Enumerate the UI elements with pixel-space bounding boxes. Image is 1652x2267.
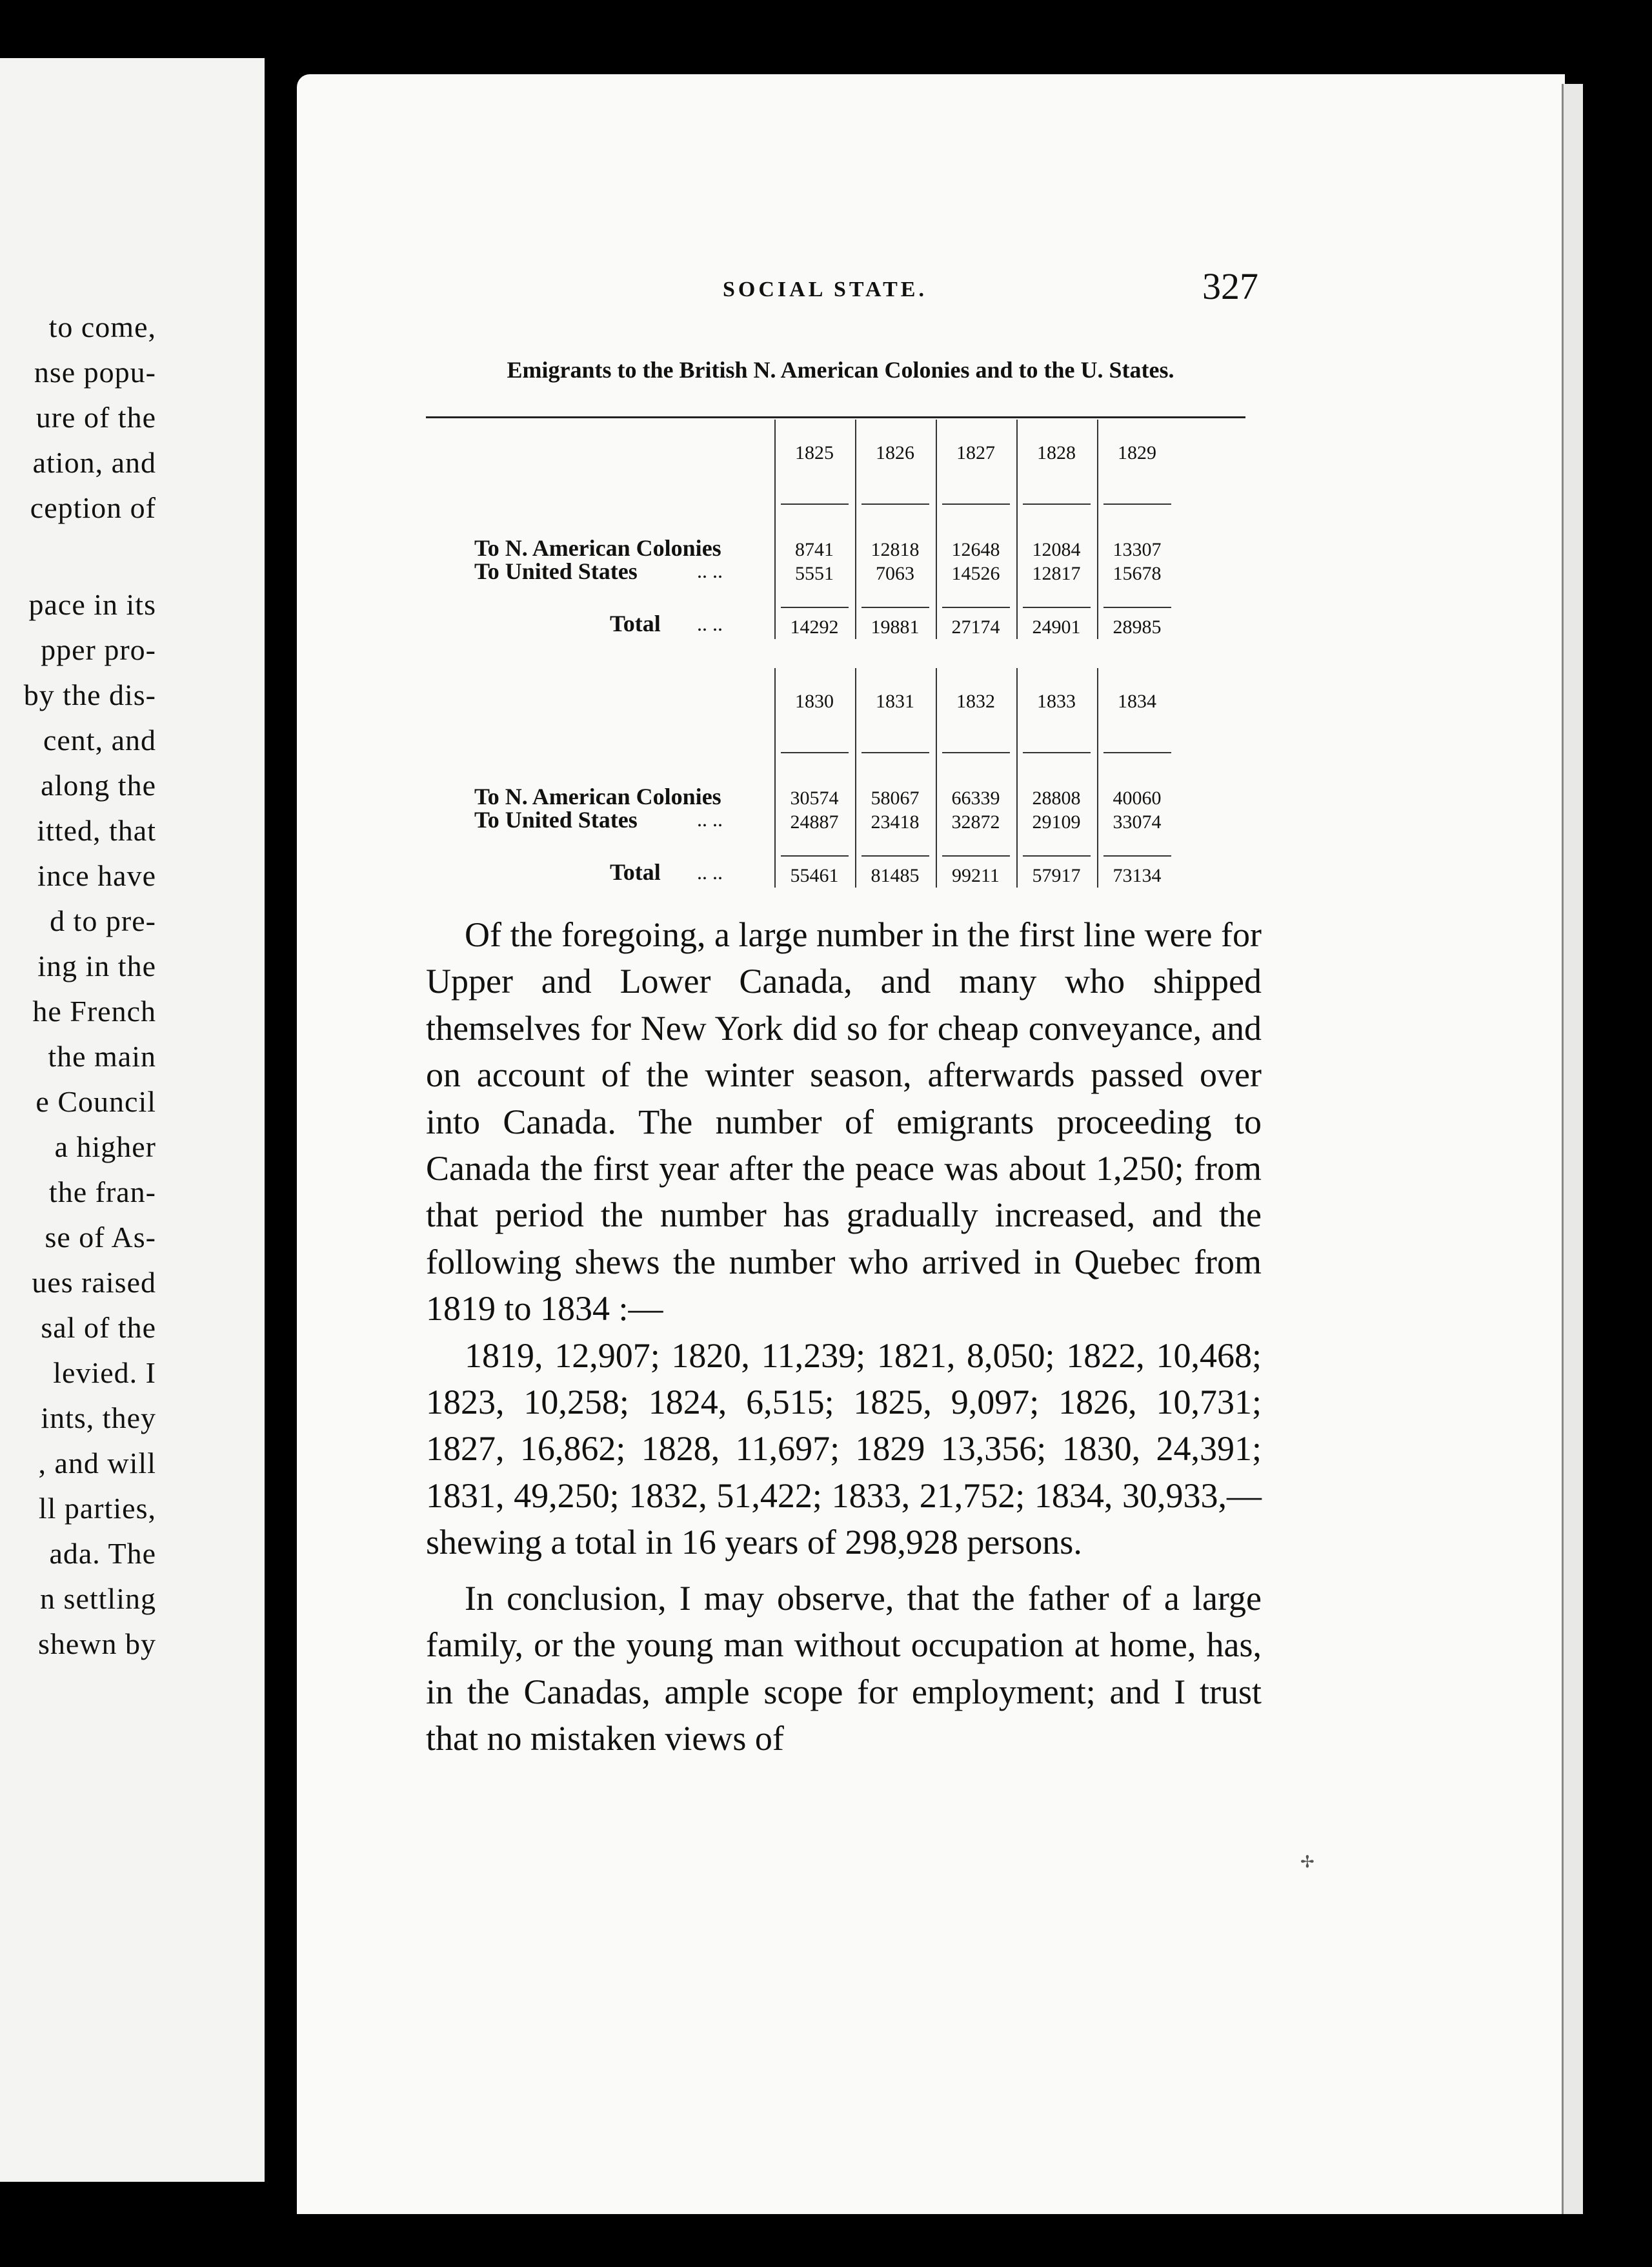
header-underline: [861, 503, 929, 505]
left-page-line: ing in the: [37, 950, 156, 982]
left-page-line: ure of the: [35, 401, 156, 434]
row-leader-dots: .. ..: [697, 808, 723, 831]
left-page-line: levied. I: [53, 1356, 156, 1389]
row-label-colonies: To N. American Colonies: [474, 535, 721, 561]
left-page-line: , and will: [38, 1447, 156, 1479]
left-page-line: ints, they: [41, 1401, 156, 1434]
book-gutter: [265, 0, 297, 2267]
left-page-line: along the: [41, 769, 156, 802]
left-page-line: the main: [48, 1040, 156, 1073]
left-page-line: the fran-: [48, 1175, 156, 1208]
total-cell: 81485: [871, 865, 920, 886]
total-rule: [942, 855, 1010, 857]
left-page-line: ada. The: [49, 1537, 156, 1570]
header-underline: [781, 503, 849, 505]
running-title: SOCIAL STATE.: [723, 278, 927, 301]
left-page-line: se of As-: [45, 1221, 156, 1254]
paragraph-conclusion: In conclusion, I may observe, that the father of a large family, or the young man without occupation at home, has, in the Canadas, ample scope for employment; and I trust that no mistaken views of: [426, 1578, 1262, 1758]
left-page-line: nse popu-: [34, 356, 156, 389]
header-underline: [1023, 752, 1091, 753]
row-label-us: To United States: [474, 558, 638, 584]
total-cell: 73134: [1113, 865, 1162, 886]
year-header: 1834: [1118, 691, 1156, 712]
left-page-line: ation, and: [32, 446, 156, 479]
left-page-line: e Council: [35, 1085, 156, 1118]
left-page-line: ues raised: [32, 1266, 156, 1299]
row-label-total: Total: [610, 611, 661, 636]
us-cell: 14526: [951, 563, 1000, 584]
total-rule: [1023, 855, 1091, 857]
page-edge: [1562, 84, 1583, 2214]
us-cell: 32872: [951, 811, 1000, 833]
colonies-cell: 12648: [951, 539, 1000, 560]
total-cell: 24901: [1032, 616, 1081, 638]
header-underline: [1023, 503, 1091, 505]
total-cell: 19881: [871, 616, 920, 638]
colonies-cell: 30574: [790, 788, 839, 809]
table-top-rule: [426, 416, 1245, 418]
total-rule: [1023, 607, 1091, 608]
total-rule: [861, 607, 929, 608]
colonies-cell: 13307: [1113, 539, 1162, 560]
left-page-line: by the dis-: [23, 678, 156, 711]
total-cell: 99211: [952, 865, 1000, 886]
year-header: 1827: [956, 442, 995, 463]
left-page-line: ception of: [30, 491, 156, 524]
left-page-line: sal of the: [41, 1311, 156, 1344]
us-cell: 29109: [1032, 811, 1081, 833]
left-page-line: pace in its: [28, 588, 156, 621]
body-text: [426, 911, 1262, 1762]
us-cell: 15678: [1113, 563, 1162, 584]
left-page-line: a higher: [54, 1130, 156, 1163]
left-page-line: ince have: [37, 859, 156, 892]
header-underline: [861, 752, 929, 753]
header-underline: [942, 503, 1010, 505]
row-leader-dots: .. ..: [697, 559, 723, 582]
year-header: 1831: [876, 691, 914, 712]
left-page-line: pper pro-: [41, 633, 156, 666]
left-page-line: to come,: [48, 310, 156, 343]
year-header: 1833: [1037, 691, 1076, 712]
left-page-line: itted, that: [37, 814, 156, 847]
row-label-us: To United States: [474, 807, 638, 833]
paragraph-foregoing: Of the foregoing, a large number in the first line were for Upper and Lower Canada, and many who shipped themselves for New York did so for cheap conveyance, and on account of the winter season, afterwards passed over into Canada. The number of emigrants proceeding to Canada the first year after the peace was about 1,250; from that period the number has gradually increased, and the following shews the number who arrived in Quebec from 1819 to 1834 :—: [426, 915, 1262, 1328]
total-rule: [781, 607, 849, 608]
total-rule: [1103, 607, 1171, 608]
left-page-line: ll parties,: [38, 1492, 156, 1525]
year-header: 1832: [956, 691, 995, 712]
row-leader-dots: .. ..: [697, 860, 723, 884]
emigrants-table-1825-1829: [426, 420, 1187, 652]
total-cell: 14292: [790, 616, 839, 638]
left-page-line: cent, and: [43, 724, 156, 757]
total-rule: [1103, 855, 1171, 857]
colonies-cell: 58067: [871, 788, 920, 809]
colonies-cell: 8741: [795, 539, 834, 560]
total-rule: [861, 855, 929, 857]
colonies-cell: 40060: [1113, 788, 1162, 809]
colonies-cell: 12084: [1032, 539, 1081, 560]
colonies-cell: 12818: [871, 539, 920, 560]
year-header: 1828: [1037, 442, 1076, 463]
emigrants-table-1830-1834: [426, 668, 1187, 897]
total-cell: 28985: [1113, 616, 1162, 638]
left-facing-page: [0, 58, 265, 2182]
total-cell: 55461: [790, 865, 839, 886]
us-cell: 7063: [876, 563, 914, 584]
us-cell: 24887: [790, 811, 839, 833]
table-caption: Emigrants to the British N. American Colonies and to the U. States.: [507, 357, 1174, 383]
total-rule: [942, 607, 1010, 608]
year-header: 1830: [795, 691, 834, 712]
header-underline: [781, 752, 849, 753]
row-leader-dots: .. ..: [697, 612, 723, 635]
ink-speck: ✢: [1300, 1853, 1315, 1872]
year-header: 1825: [795, 442, 834, 463]
row-label-colonies: To N. American Colonies: [474, 784, 721, 809]
paragraph-quebec-arrivals: 1819, 12,907; 1820, 11,239; 1821, 8,050; 1822, 10,468; 1823, 10,258; 1824, 6,515; 1825, 9,097; 1826, 10,731; 1827, 16,862; 1828, 11,697; 1829 13,356; 1830, 24,391; 1831, 49,250; 1832, 51,422; 1833, 21,752; 1834, 30,933,—shewing a total in 16 years of 298,928 persons.: [426, 1336, 1262, 1562]
row-label-total: Total: [610, 859, 661, 885]
colonies-cell: 28808: [1032, 788, 1081, 809]
colonies-cell: 66339: [951, 788, 1000, 809]
us-cell: 5551: [795, 563, 834, 584]
header-underline: [1103, 503, 1171, 505]
year-header: 1829: [1118, 442, 1156, 463]
header-underline: [942, 752, 1010, 753]
header-underline: [1103, 752, 1171, 753]
left-page-line: d to pre-: [50, 904, 156, 937]
left-page-line: shewn by: [37, 1627, 156, 1660]
page-number: 327: [1202, 265, 1258, 307]
left-page-line: he French: [32, 995, 156, 1028]
us-cell: 33074: [1113, 811, 1162, 833]
total-cell: 27174: [951, 616, 1000, 638]
year-header: 1826: [876, 442, 914, 463]
left-page-line: n settling: [40, 1582, 156, 1615]
total-cell: 57917: [1032, 865, 1081, 886]
us-cell: 23418: [871, 811, 920, 833]
us-cell: 12817: [1032, 563, 1081, 584]
total-rule: [781, 855, 849, 857]
